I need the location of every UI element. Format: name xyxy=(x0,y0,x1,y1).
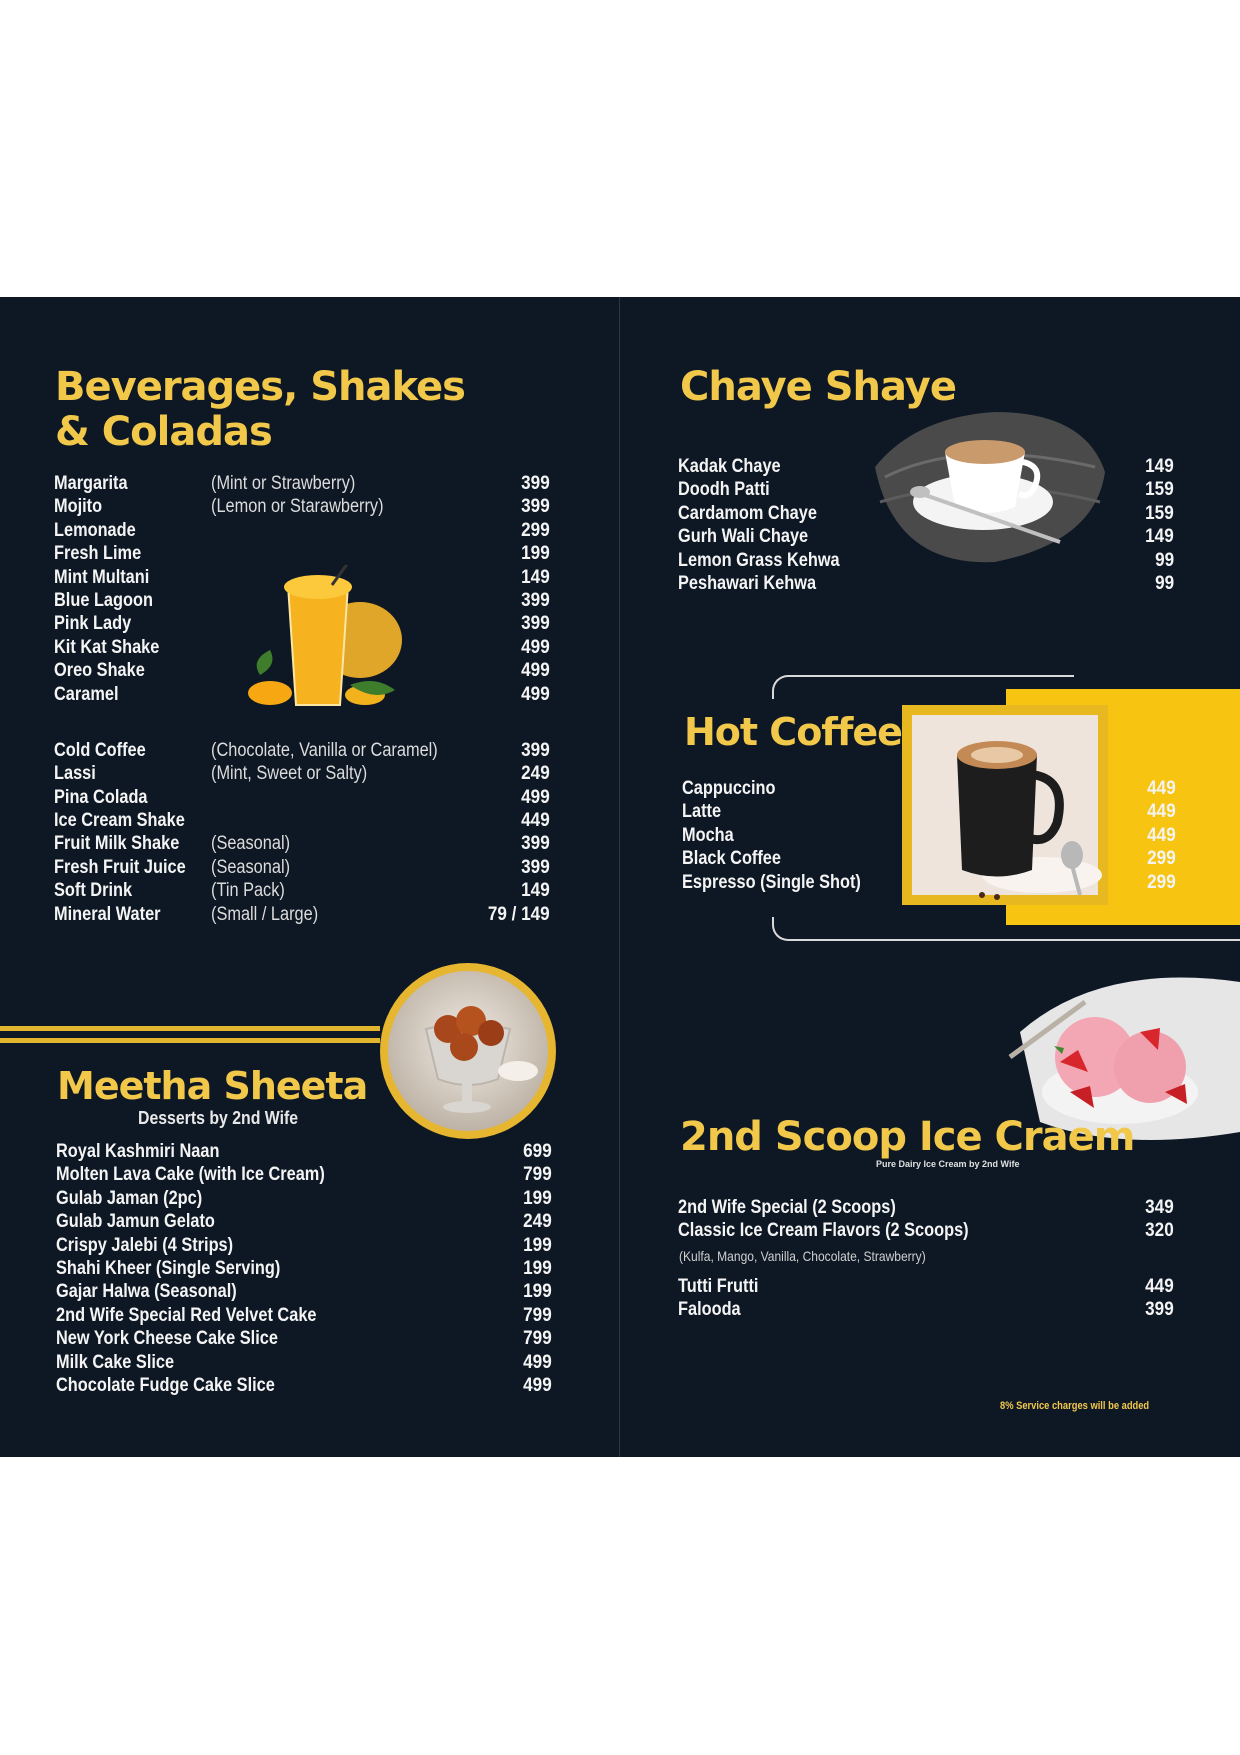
icecream-list-b xyxy=(678,1275,1174,1322)
menu-item-price: 399 xyxy=(521,496,550,518)
menu-item-price: 449 xyxy=(1147,801,1176,823)
menu-item-price: 320 xyxy=(1145,1220,1174,1242)
menu-item-price: 199 xyxy=(523,1234,552,1256)
menu-item-option: (Small / Large) xyxy=(211,903,319,925)
menu-item-option: (Chocolate, Vanilla or Caramel) xyxy=(211,739,438,761)
menu-item-row xyxy=(54,472,550,495)
menu-item-row xyxy=(678,525,1174,548)
menu-item-row xyxy=(54,519,550,542)
menu-item-row xyxy=(682,777,1176,800)
menu-item-price: 199 xyxy=(521,543,550,565)
menu-item-row xyxy=(56,1140,552,1163)
menu-item-row xyxy=(678,1298,1174,1321)
menu-item-price: 399 xyxy=(521,613,550,635)
menu-item-row xyxy=(56,1187,552,1210)
beverages-title-line2: & Coladas xyxy=(55,408,272,455)
menu-item-option: (Tin Pack) xyxy=(211,880,285,902)
menu-item-option: (Seasonal) xyxy=(211,856,291,878)
menu-item-row xyxy=(54,495,550,518)
menu-item-price: 299 xyxy=(1147,871,1176,893)
menu-item-price: 799 xyxy=(523,1304,552,1326)
menu-item-price: 199 xyxy=(523,1187,552,1209)
menu-item-row xyxy=(54,762,550,785)
menu-item-row xyxy=(56,1351,552,1374)
menu-item-name: Fresh Lime xyxy=(54,543,142,565)
menu-item-price: 149 xyxy=(521,880,550,902)
desserts-list xyxy=(56,1140,552,1397)
menu-item-name: Doodh Patti xyxy=(678,479,770,501)
menu-item-row xyxy=(56,1163,552,1186)
menu-item-name: Lemonade xyxy=(54,519,136,541)
menu-item-row xyxy=(54,786,550,809)
menu-item-row xyxy=(54,739,550,762)
menu-item-price: 699 xyxy=(523,1141,552,1162)
menu-item-name: Tutti Frutti xyxy=(678,1276,759,1297)
menu-item-row xyxy=(54,879,550,902)
menu-item-name: Falooda xyxy=(678,1299,741,1321)
menu-item-name: 2nd Wife Special Red Velvet Cake xyxy=(56,1304,317,1326)
menu-item-price: 799 xyxy=(523,1164,552,1186)
menu-item-name: Caramel xyxy=(54,683,119,705)
menu-item-row xyxy=(56,1374,552,1397)
menu-item-name: Lassi xyxy=(54,763,96,785)
menu-item-option: (Lemon or Starawberry) xyxy=(211,496,384,518)
menu-item-row xyxy=(678,478,1174,501)
menu-item-row xyxy=(678,455,1174,478)
menu-item-option: (Seasonal) xyxy=(211,833,291,855)
menu-item-price: 499 xyxy=(523,1351,552,1373)
menu-item-row xyxy=(678,1219,1174,1242)
menu-item-name: Latte xyxy=(682,801,722,823)
menu-item-row xyxy=(54,809,550,832)
menu-item-name: Milk Cake Slice xyxy=(56,1351,175,1373)
menu-item-row xyxy=(682,800,1176,823)
menu-item-row xyxy=(678,572,1174,595)
menu-item-row xyxy=(56,1327,552,1350)
menu-item-name: Margarita xyxy=(54,473,128,494)
menu-item-price: 399 xyxy=(521,739,550,761)
menu-item-price: 499 xyxy=(521,683,550,705)
menu-item-name: Cardamom Chaye xyxy=(678,502,817,524)
menu-item-name: Fresh Fruit Juice xyxy=(54,856,186,878)
menu-item-name: Peshawari Kehwa xyxy=(678,572,817,594)
menu-item-price: 79 / 149 xyxy=(488,903,550,925)
menu-item-price: 499 xyxy=(521,786,550,808)
menu-item-name: Molten Lava Cake (with Ice Cream) xyxy=(56,1164,325,1186)
menu-item-row xyxy=(54,832,550,855)
beverages-title xyxy=(55,365,465,455)
menu-item-name: Pink Lady xyxy=(54,613,132,635)
menu-item-name: New York Cheese Cake Slice xyxy=(56,1328,278,1350)
menu-item-option: (Mint, Sweet or Salty) xyxy=(211,763,368,785)
chaye-list xyxy=(678,455,1174,595)
menu-item-price: 399 xyxy=(521,473,550,494)
menu-item-price: 99 xyxy=(1154,572,1174,594)
desserts-title: Meetha Sheeta xyxy=(57,1064,368,1108)
menu-item-name: Blue Lagoon xyxy=(54,589,153,611)
mango-shake-image xyxy=(240,565,420,725)
menu-item-name: Classic Ice Cream Flavors (2 Scoops) xyxy=(678,1220,969,1242)
menu-item-name: Lemon Grass Kehwa xyxy=(678,549,840,571)
menu-item-row xyxy=(682,824,1176,847)
menu-item-name: Shahi Kheer (Single Serving) xyxy=(56,1257,281,1279)
desserts-subtitle: Desserts by 2nd Wife xyxy=(138,1108,299,1128)
menu-item-row xyxy=(678,502,1174,525)
menu-item-row xyxy=(56,1304,552,1327)
service-charge-note: 8% Service charges will be added xyxy=(1000,1400,1150,1412)
menu-item-price: 399 xyxy=(1145,1299,1174,1321)
menu-item-price: 449 xyxy=(1147,824,1176,846)
icecream-list-a xyxy=(678,1196,1174,1243)
menu-item-price: 399 xyxy=(521,589,550,611)
menu-item-row xyxy=(54,542,550,565)
menu-item-name: Gulab Jaman (2pc) xyxy=(56,1187,203,1209)
menu-item-name: Crispy Jalebi (4 Strips) xyxy=(56,1234,234,1256)
menu-item-price: 299 xyxy=(521,519,550,541)
menu-item-row xyxy=(678,549,1174,572)
menu-item-price: 149 xyxy=(1145,526,1174,548)
menu-item-option: (Mint or Strawberry) xyxy=(211,473,356,494)
menu-item-name: Royal Kashmiri Naan xyxy=(56,1141,220,1162)
menu-item-row xyxy=(678,1275,1174,1298)
desserts-stripe-top xyxy=(0,1026,380,1031)
menu-item-name: Oreo Shake xyxy=(54,660,145,682)
menu-item-price: 299 xyxy=(1147,848,1176,870)
chaye-title: Chaye Shaye xyxy=(680,364,956,410)
gulab-jamun-image xyxy=(376,959,560,1143)
menu-item-name: Gajar Halwa (Seasonal) xyxy=(56,1281,237,1303)
menu-item-row xyxy=(56,1210,552,1233)
menu-item-name: Mojito xyxy=(54,496,103,518)
menu-item-name: Mineral Water xyxy=(54,903,161,925)
menu-item-price: 159 xyxy=(1145,479,1174,501)
menu-item-price: 399 xyxy=(521,856,550,878)
menu-item-name: 2nd Wife Special (2 Scoops) xyxy=(678,1197,896,1218)
menu-item-name: Gurh Wali Chaye xyxy=(678,526,809,548)
icecream-title: 2nd Scoop Ice Craem xyxy=(680,1114,1135,1160)
menu-item-price: 199 xyxy=(523,1281,552,1303)
menu-item-name: Fruit Milk Shake xyxy=(54,833,180,855)
menu-item-price: 449 xyxy=(521,810,550,832)
beverages-title-line1: Beverages, Shakes xyxy=(55,364,465,410)
menu-item-price: 449 xyxy=(1147,778,1176,799)
menu-item-name: Kadak Chaye xyxy=(678,456,781,477)
menu-item-price: 349 xyxy=(1145,1197,1174,1218)
menu-item-price: 799 xyxy=(523,1328,552,1350)
menu-item-row xyxy=(56,1257,552,1280)
menu-item-price: 449 xyxy=(1145,1276,1174,1297)
menu-item-name: Gulab Jamun Gelato xyxy=(56,1211,215,1233)
menu-item-name: Mocha xyxy=(682,824,734,846)
menu-item-name: Soft Drink xyxy=(54,880,133,902)
icecream-flavors-note: (Kulfa, Mango, Vanilla, Chocolate, Strawberry) xyxy=(679,1248,926,1264)
menu-item-name: Cappuccino xyxy=(682,778,776,799)
icecream-tagline: Pure Dairy Ice Cream by 2nd Wife xyxy=(876,1159,1020,1169)
menu-item-price: 399 xyxy=(521,833,550,855)
menu-item-row xyxy=(678,1196,1174,1219)
menu-item-name: Black Coffee xyxy=(682,848,781,870)
desserts-stripe-bottom xyxy=(0,1038,380,1043)
coffee-list xyxy=(682,777,1176,894)
menu-item-name: Pina Colada xyxy=(54,786,148,808)
menu-item-price: 149 xyxy=(1145,456,1174,477)
menu-item-row xyxy=(54,903,550,926)
menu-item-price: 199 xyxy=(523,1257,552,1279)
menu-item-price: 99 xyxy=(1154,549,1174,571)
menu-item-row xyxy=(56,1280,552,1303)
coffee-title: Hot Coffee xyxy=(684,710,902,754)
page-divider xyxy=(619,297,620,1457)
menu-spread xyxy=(0,297,1240,1457)
menu-item-row xyxy=(682,847,1176,870)
menu-item-name: Mint Multani xyxy=(54,566,150,588)
menu-item-price: 249 xyxy=(523,1211,552,1233)
menu-item-price: 149 xyxy=(521,566,550,588)
menu-item-name: Kit Kat Shake xyxy=(54,636,160,658)
menu-item-name: Ice Cream Shake xyxy=(54,810,185,832)
menu-item-name: Cold Coffee xyxy=(54,739,146,761)
menu-item-row xyxy=(56,1234,552,1257)
menu-item-price: 499 xyxy=(521,636,550,658)
menu-item-row xyxy=(682,871,1176,894)
menu-item-row xyxy=(54,856,550,879)
menu-item-price: 249 xyxy=(521,763,550,785)
menu-item-price: 159 xyxy=(1145,502,1174,524)
menu-item-name: Espresso (Single Shot) xyxy=(682,871,861,893)
menu-item-name: Chocolate Fudge Cake Slice xyxy=(56,1374,275,1396)
menu-item-price: 499 xyxy=(523,1374,552,1396)
menu-item-price: 499 xyxy=(521,660,550,682)
